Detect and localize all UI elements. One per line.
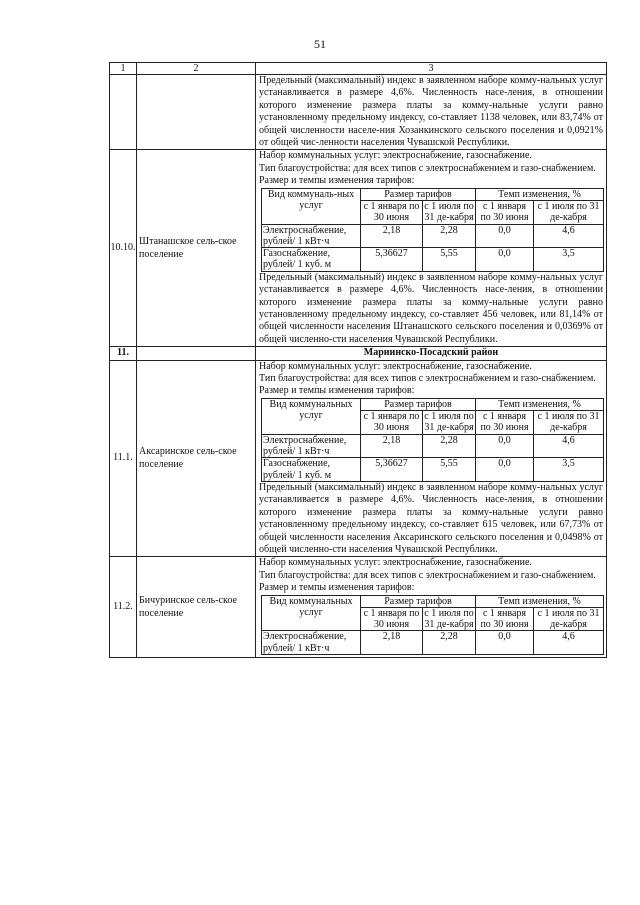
header-col-2: 2 <box>137 63 256 75</box>
period-1: с 1 января по 30 июня <box>361 411 423 435</box>
index-text: Предельный (максимальный) индекс в заявленном наборе комму-нальных услуг устанавливается в размере 4,6%. Численность насе-ления, в отношении которого изменение размера платы за комму-нальные услуги равно установленному предельному индексу, со-ставляет 1138 человек, или 83,74% от общей численности населе-ния Хозанкинского сельского поселения и 0,0921% от общей чис-ленности населения Чувашской Республики. <box>259 75 603 149</box>
tariff-value: 5,36627 <box>361 458 423 482</box>
rate-header: Темп изменения, % <box>476 398 604 410</box>
region-name: Мариинско-Посадский район <box>256 347 607 360</box>
tariff-table <box>261 188 604 272</box>
tariff-value: 5,36627 <box>361 248 423 272</box>
tariff-row <box>262 224 604 248</box>
tariff-value: 2,28 <box>423 631 476 655</box>
row-number: 11.2. <box>110 557 137 658</box>
period-1: с 1 января по 30 июня <box>476 411 534 435</box>
tariff-value: 2,18 <box>361 631 423 655</box>
tariff-row <box>262 458 604 482</box>
tariff-row <box>262 631 604 655</box>
page-number: 51 <box>314 37 326 51</box>
rate-value: 0,0 <box>476 631 534 655</box>
tariff-value: 2,18 <box>361 434 423 458</box>
header-row <box>110 63 607 75</box>
vid-header: Вид коммунальных услуг <box>262 595 361 631</box>
table-row <box>110 360 607 557</box>
rate-value: 0,0 <box>476 248 534 272</box>
service-name: Электроснабжение, рублей/ 1 кВт·ч <box>262 434 361 458</box>
header-col-3: 3 <box>256 63 607 75</box>
service-name: Газоснабжение, рублей/ 1 куб. м <box>262 458 361 482</box>
services-intro: Набор коммунальных услуг: электроснабжение, газоснабжение. <box>259 360 532 372</box>
tariff-label: Размер и темпы изменения тарифов: <box>259 385 415 397</box>
rate-value: 3,5 <box>534 248 604 272</box>
row-number: 10.10. <box>110 150 137 347</box>
region-row <box>110 347 607 360</box>
tariff-table <box>261 398 604 482</box>
rate-value: 4,6 <box>534 434 604 458</box>
rate-value: 4,6 <box>534 631 604 655</box>
rate-value: 0,0 <box>476 434 534 458</box>
period-1: с 1 января по 30 июня <box>476 607 534 631</box>
vid-header: Вид коммуналь-ных услуг <box>262 188 361 224</box>
tariff-value: 2,28 <box>423 224 476 248</box>
tariff-value: 2,28 <box>423 434 476 458</box>
period-2: с 1 июля по 31 де-кабря <box>424 411 474 434</box>
settlement-name: Бичуринское сель-ское поселение <box>137 557 256 658</box>
tariff-value: 5,55 <box>423 248 476 272</box>
tariff-label: Размер и темпы изменения тарифов: <box>259 582 415 594</box>
settlement-name: Штанашское сель-ское поселение <box>137 150 256 347</box>
rate-value: 0,0 <box>476 224 534 248</box>
rate-header: Темп изменения, % <box>476 188 604 200</box>
service-name: Газоснабжение, рублей/ 1 куб. м <box>262 248 361 272</box>
row-number: 11.1. <box>110 360 137 557</box>
size-header: Размер тарифов <box>361 398 476 410</box>
services-intro: Набор коммунальных услуг: электроснабжение, газоснабжение. <box>259 150 532 162</box>
period-1: с 1 января по 30 июня <box>361 607 423 631</box>
vid-header: Вид коммунальных услуг <box>262 398 361 434</box>
size-header: Размер тарифов <box>361 188 476 200</box>
period-2: с 1 июля по 31 де-кабря <box>534 200 604 224</box>
size-header: Размер тарифов <box>361 595 476 607</box>
tariff-value: 2,18 <box>361 224 423 248</box>
rate-value: 0,0 <box>476 458 534 482</box>
table-row <box>110 557 607 658</box>
period-2: с 1 июля по 31 де-кабря <box>534 411 604 435</box>
table-row <box>110 150 607 347</box>
period-2: с 1 июля по 31 де-кабря <box>424 200 474 224</box>
period-2: с 1 июля по 31 де-кабря <box>424 607 474 631</box>
settlement-name: Аксаринское сель-ское поселение <box>137 360 256 557</box>
index-text: Предельный (максимальный) индекс в заявленном наборе комму-нальных услуг устанавливается в размере 4,6%. Численность насе-ления, в отношении которого изменение размера платы за комму-нальные услуги равно установленному предельному индексу, со-ставляет 456 человек, или 81,14% от общей численности населения Штанашского сельского поселения и 0,0369% от общей численно-сти населения Чувашской Республики. <box>259 271 603 345</box>
rate-value: 3,5 <box>534 458 604 482</box>
rate-header: Темп изменения, % <box>476 595 604 607</box>
rate-value: 4,6 <box>534 224 604 248</box>
improvement-type: Тип благоустройства: для всех типов с электроснабжением и газо-снабжением. <box>259 372 596 384</box>
services-intro: Набор коммунальных услуг: электроснабжение, газоснабжение. <box>259 557 532 569</box>
tariff-row <box>262 248 604 272</box>
period-1: с 1 января по 30 июня <box>476 200 534 224</box>
tariff-row <box>262 434 604 458</box>
service-name: Электроснабжение, рублей/ 1 кВт·ч <box>262 224 361 248</box>
period-1: с 1 января по 30 июня <box>361 200 423 224</box>
tariff-label: Размер и темпы изменения тарифов: <box>259 175 415 187</box>
improvement-type: Тип благоустройства: для всех типов с электроснабжением и газо-снабжением. <box>259 569 596 581</box>
tariff-table <box>261 595 604 655</box>
period-2: с 1 июля по 31 де-кабря <box>534 607 604 631</box>
header-col-1: 1 <box>110 63 137 75</box>
index-text: Предельный (максимальный) индекс в заявленном наборе комму-нальных услуг устанавливается в размере 4,6%. Численность насе-ления, в отношении которого изменение размера платы за комму-нальные услуги равно установленному предельному индексу, со-ставляет 615 человек, или 67,73% от общей численности населения Аксаринского сельского поселения и 0,0498% от общей численно-сти населения Чувашской Республики. <box>259 481 603 555</box>
region-number: 11. <box>110 347 137 360</box>
service-name: Электроснабжение, рублей/ 1 кВт·ч <box>262 631 361 655</box>
improvement-type: Тип благоустройства: для всех типов с электроснабжением и газо-снабжением. <box>259 162 596 174</box>
main-table <box>109 62 607 658</box>
tariff-value: 5,55 <box>423 458 476 482</box>
table-row <box>110 75 607 150</box>
